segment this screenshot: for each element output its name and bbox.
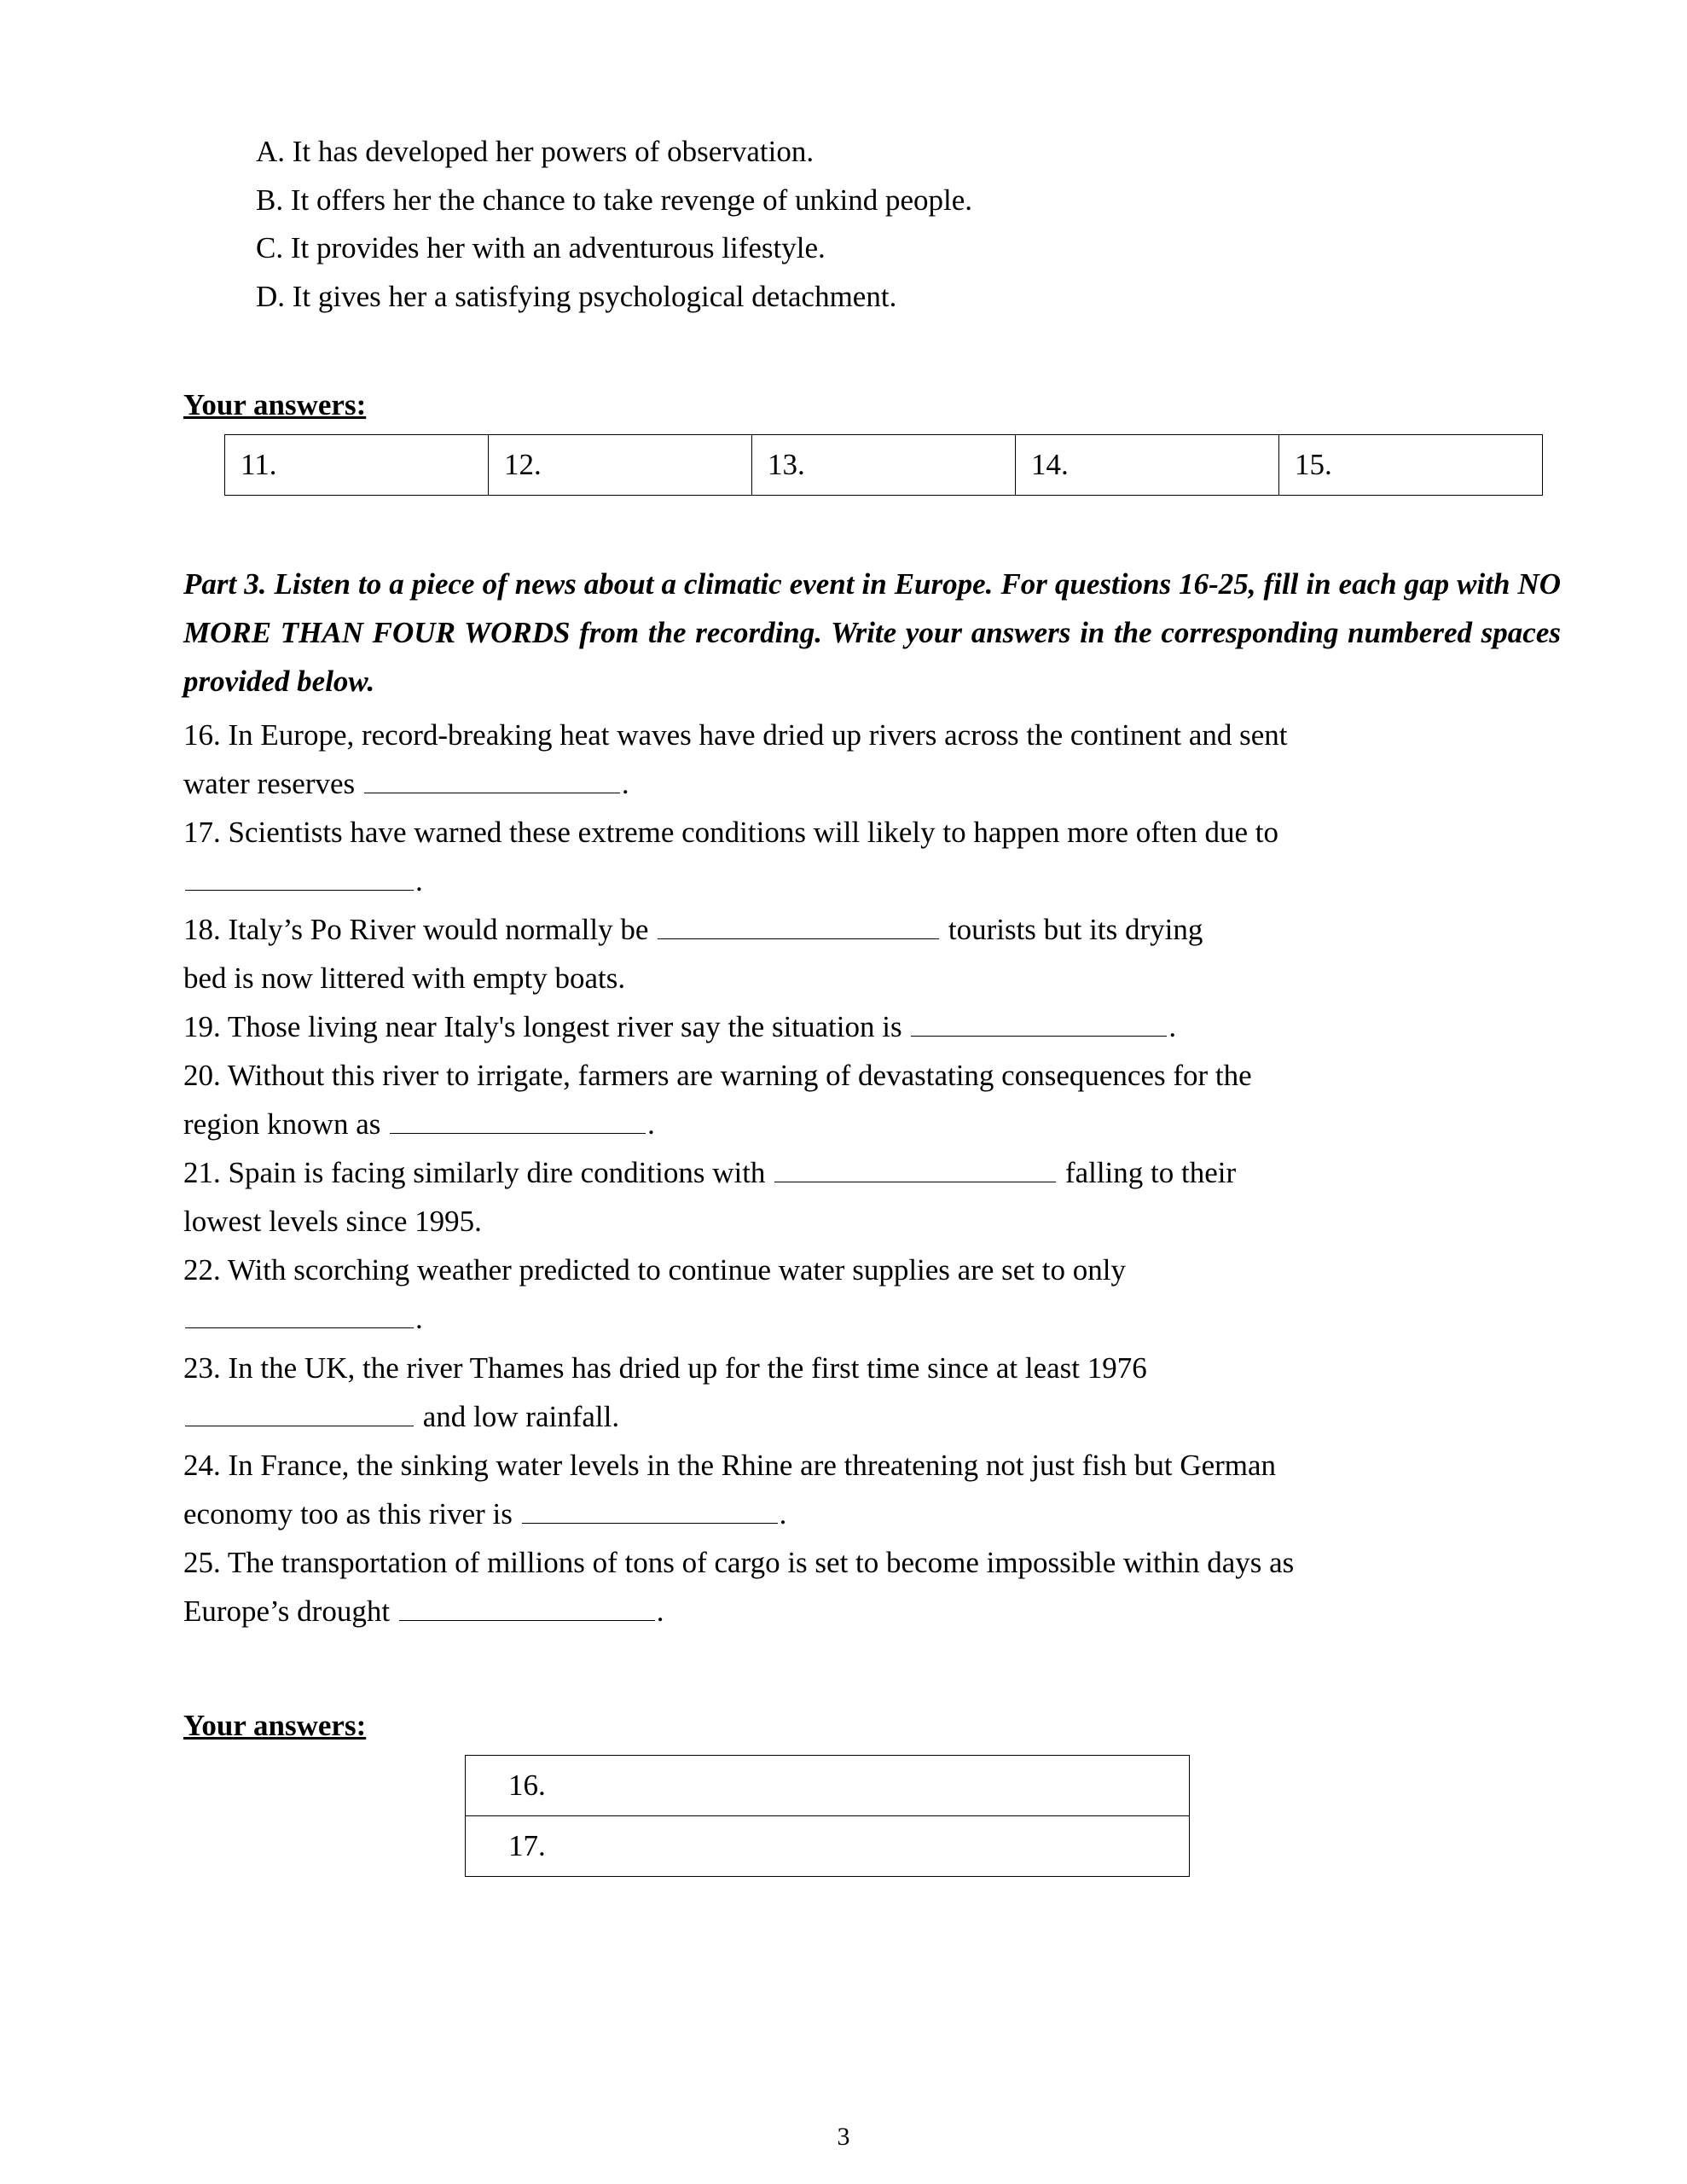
question-19 [183, 1002, 1561, 1051]
answer-cell-16[interactable]: 16. [466, 1755, 1190, 1815]
question-16-text-pre: water reserves [183, 766, 362, 800]
question-24-blank[interactable] [522, 1491, 778, 1524]
question-18-line1 [183, 905, 1561, 954]
your-answers-heading-1: Your answers: [183, 387, 367, 421]
question-22-blank[interactable] [185, 1297, 414, 1329]
question-25-line1: 25. The transportation of millions of tons of cargo is set to become impossible within days as [183, 1545, 1295, 1579]
page-number: 3 [837, 2123, 850, 2151]
question-16-line2 [183, 759, 1561, 808]
table-row [466, 1755, 1190, 1815]
answer-cell-12[interactable]: 12. [489, 434, 752, 495]
question-23-blank[interactable] [185, 1394, 414, 1426]
question-25-blank[interactable] [399, 1589, 655, 1621]
answer-cell-15[interactable]: 15. [1279, 434, 1543, 495]
question-23-text-post: and low rainfall. [415, 1399, 620, 1433]
question-25-text-post: . [656, 1594, 664, 1628]
question-18-text-mid: tourists but its drying [941, 913, 1203, 947]
question-22-line1: 22. With scorching weather predicted to continue water supplies are set to only [183, 1253, 1126, 1287]
question-25-line2 [183, 1587, 1561, 1635]
answer-cell-13[interactable]: 13. [752, 434, 1016, 495]
question-24-line1: 24. In France, the sinking water levels in the Rhine are threatening not just fish but German [183, 1448, 1277, 1482]
question-21-blank[interactable] [774, 1151, 1056, 1183]
question-21-line2: lowest levels since 1995. [183, 1205, 482, 1239]
question-20-text-post: . [647, 1107, 655, 1141]
mc-option-a: A. It has developed her powers of observation. [256, 135, 815, 168]
table-row [225, 434, 1543, 495]
answer-cell-11[interactable]: 11. [225, 434, 489, 495]
question-16-line1: 16. In Europe, record-breaking heat waves have dried up rivers across the continent and sent [183, 717, 1288, 752]
question-19-blank[interactable] [911, 1004, 1167, 1037]
question-19-text-pre: 19. Those living near Italy's longest river say the situation is [183, 1010, 910, 1044]
multiple-choice-options [256, 128, 1561, 322]
question-21-line1 [183, 1148, 1561, 1197]
question-18-blank[interactable] [658, 907, 939, 939]
mc-option-b: B. It offers her the chance to take revenge of unkind people. [256, 183, 972, 217]
question-20-blank[interactable] [390, 1102, 646, 1135]
question-18-line2: bed is now littered with empty boats. [183, 961, 626, 996]
question-23-line2 [183, 1392, 1561, 1441]
question-19-text-post: . [1168, 1010, 1177, 1044]
question-20-line1: 20. Without this river to irrigate, farmers are warning of devastating consequences for the [183, 1059, 1252, 1093]
question-24-text-post: . [779, 1496, 787, 1531]
question-23-line1: 23. In the UK, the river Thames has dried up for the first time since at least 1976 [183, 1350, 1147, 1385]
question-22-line2 [183, 1294, 1561, 1343]
question-16-blank[interactable] [364, 761, 620, 793]
question-17-line1: 17. Scientists have warned these extreme conditions will likely to happen more often due to [183, 815, 1278, 849]
answer-cell-14[interactable]: 14. [1016, 434, 1279, 495]
question-17-blank[interactable] [185, 858, 414, 891]
mc-option-c: C. It provides her with an adventurous lifestyle. [256, 231, 826, 265]
question-20-text-pre: region known as [183, 1107, 389, 1141]
mc-option-d: D. It gives her a satisfying psychological detachment. [256, 280, 897, 314]
question-16-text-post: . [621, 766, 629, 800]
question-21-text-mid: falling to their [1058, 1156, 1237, 1190]
question-22-text-post: . [415, 1302, 423, 1336]
answer-cell-17[interactable]: 17. [466, 1815, 1190, 1876]
question-18-text-pre: 18. Italy’s Po River would normally be [183, 913, 657, 947]
question-20-line2 [183, 1100, 1561, 1148]
table-row [466, 1815, 1190, 1876]
question-24-line2 [183, 1490, 1561, 1538]
question-21-text-pre: 21. Spain is facing similarly dire conditions with [183, 1156, 774, 1190]
answers-table-11-15 [224, 434, 1543, 496]
answers-table-16-17 [465, 1755, 1190, 1877]
question-17-text-post: . [415, 864, 423, 898]
question-25-text-pre: Europe’s drought [183, 1594, 397, 1628]
question-17-line2 [183, 857, 1561, 905]
question-24-text-pre: economy too as this river is [183, 1496, 520, 1531]
part3-instruction: Part 3. Listen to a piece of news about a climatic event in Europe. For questions 16-25, fill in each gap with NO MORE THAN FOUR WORDS from the recording. Write your answers in the corresponding numbered spaces provided below. [183, 566, 1561, 698]
your-answers-heading-2: Your answers: [183, 1708, 367, 1742]
